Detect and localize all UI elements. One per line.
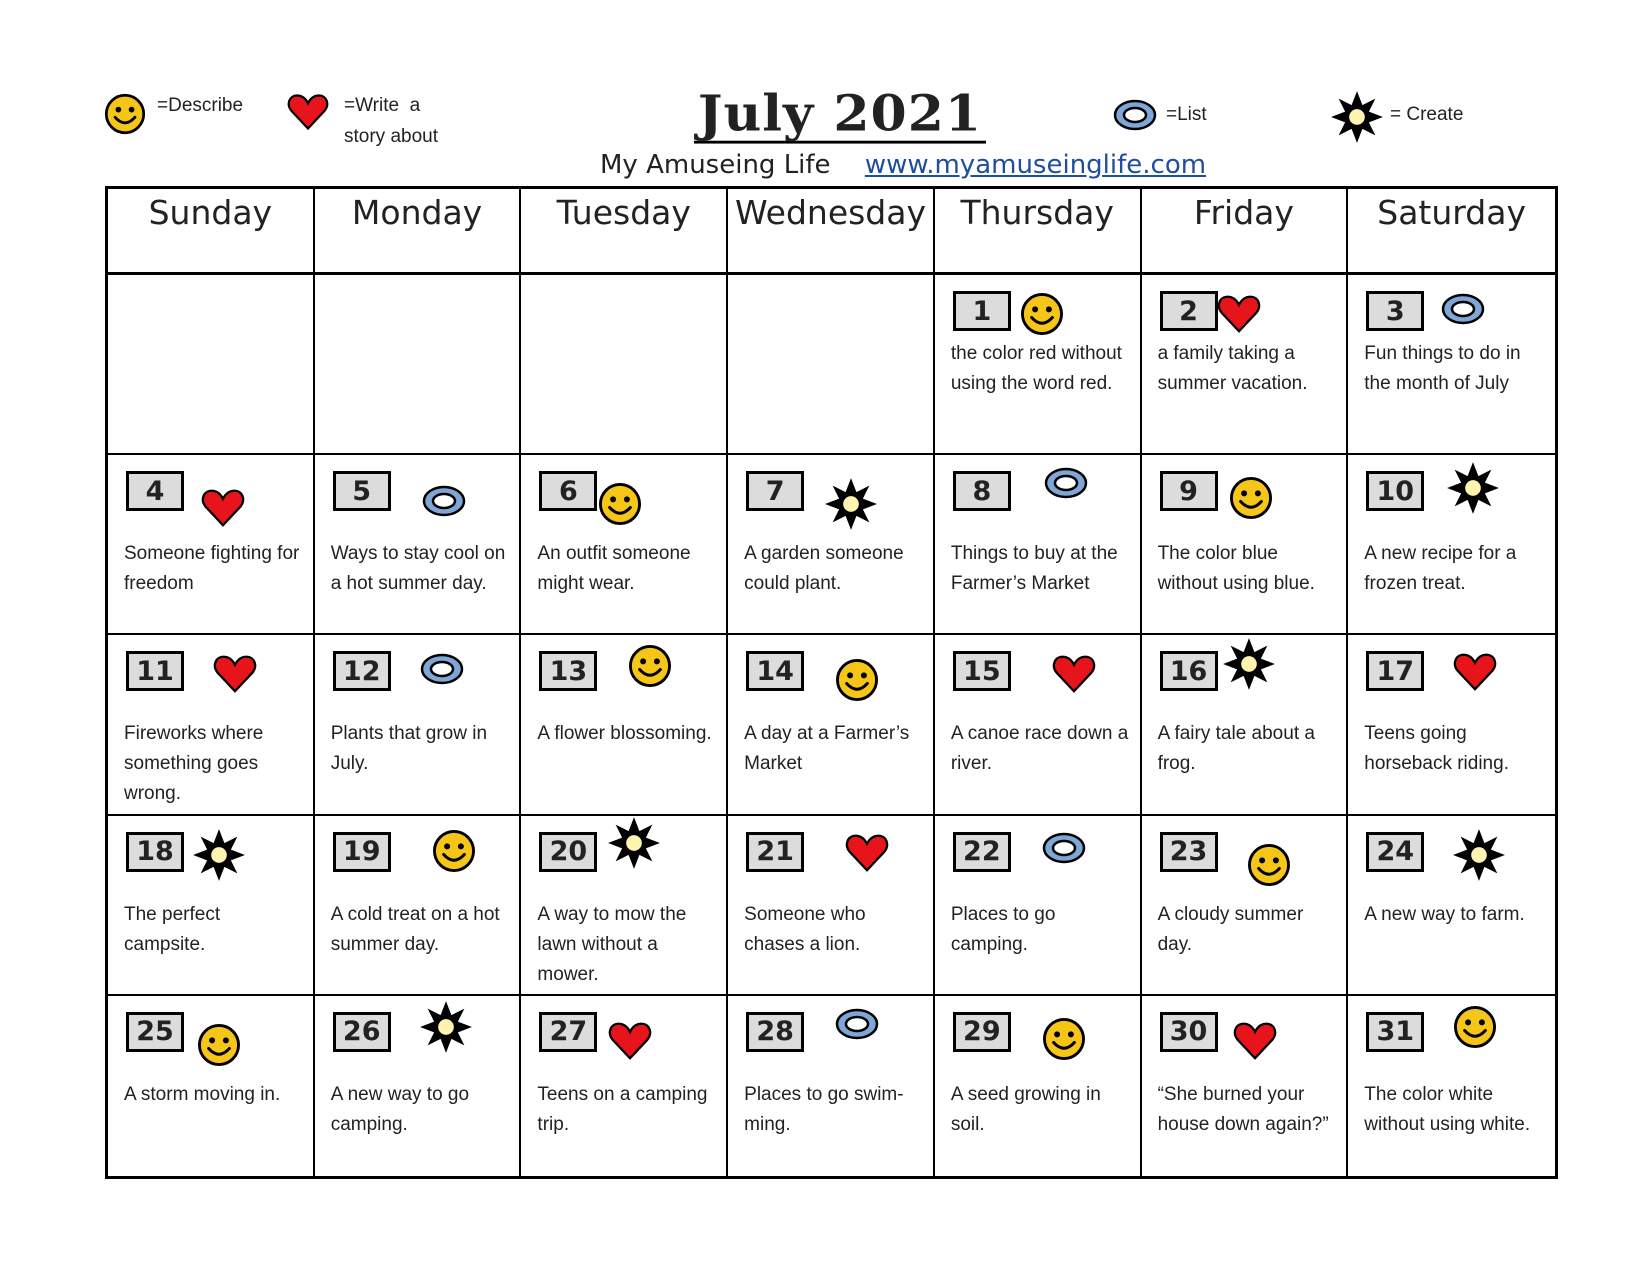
day-cell bbox=[728, 816, 935, 996]
legend-write bbox=[284, 90, 438, 152]
sun-icon bbox=[419, 1000, 473, 1054]
writing-prompt: A flower blossoming. bbox=[537, 723, 712, 745]
sun-icon bbox=[192, 828, 246, 882]
ring-icon bbox=[1041, 830, 1087, 866]
writing-prompt: The color white without using white. bbox=[1364, 1083, 1531, 1135]
day-number: 19 bbox=[333, 832, 391, 872]
writing-prompt: Places to go swim-ming. bbox=[744, 1083, 904, 1135]
weekday-header-saturday bbox=[1348, 189, 1555, 275]
writing-prompt: the color red without using the word red. bbox=[950, 343, 1122, 394]
ring-icon bbox=[1112, 98, 1158, 132]
smiley-icon bbox=[1246, 842, 1292, 888]
day-cell bbox=[1348, 996, 1555, 1176]
heart-icon bbox=[212, 651, 258, 697]
day-number: 20 bbox=[539, 832, 597, 872]
ring-icon bbox=[421, 483, 467, 519]
smiley-icon bbox=[103, 92, 147, 136]
writing-prompt: A garden someone could plant. bbox=[744, 543, 904, 595]
day-number: 15 bbox=[953, 651, 1011, 691]
writing-prompt: Plants that grow in July. bbox=[330, 723, 488, 775]
smiley-icon bbox=[627, 643, 673, 689]
heart-icon bbox=[1051, 651, 1097, 697]
website-link[interactable]: www.myamuseinglife.com bbox=[864, 150, 1207, 180]
empty-day-cell bbox=[728, 275, 935, 455]
heart-icon bbox=[844, 830, 890, 876]
day-cell bbox=[728, 455, 935, 635]
day-cell bbox=[108, 455, 315, 635]
page-title: July 2021 bbox=[694, 89, 986, 143]
weekday-header-friday bbox=[1142, 189, 1349, 275]
day-number: 1 bbox=[953, 291, 1011, 331]
day-cell bbox=[935, 996, 1142, 1176]
writing-prompt: A storm moving in. bbox=[124, 1083, 281, 1105]
day-cell bbox=[1348, 635, 1555, 815]
title-wrap bbox=[600, 84, 1080, 145]
day-cell bbox=[521, 455, 728, 635]
ring-icon bbox=[1440, 291, 1486, 327]
day-number: 6 bbox=[539, 471, 597, 511]
writing-prompt: Ways to stay cool on a hot summer day. bbox=[330, 543, 506, 595]
day-number: 21 bbox=[746, 832, 804, 872]
day-number: 26 bbox=[333, 1012, 391, 1052]
subtitle bbox=[600, 150, 1206, 180]
sun-icon bbox=[607, 816, 661, 870]
writing-prompt: Someone fighting for freedom bbox=[124, 543, 300, 595]
day-cell bbox=[728, 635, 935, 815]
smiley-icon bbox=[1019, 291, 1065, 337]
day-cell bbox=[1142, 816, 1349, 996]
empty-day-cell bbox=[108, 275, 315, 455]
legend-describe bbox=[103, 92, 243, 136]
weekday-header-sunday bbox=[108, 189, 315, 275]
day-number: 8 bbox=[953, 471, 1011, 511]
day-number: 23 bbox=[1160, 832, 1218, 872]
site-name: My Amuseing Life bbox=[600, 150, 831, 180]
smiley-icon bbox=[196, 1022, 242, 1068]
writing-prompt: The color blue without using blue. bbox=[1157, 543, 1315, 595]
writing-prompt: A new recipe for a frozen treat. bbox=[1364, 543, 1517, 595]
writing-prompt: A canoe race down a river. bbox=[950, 723, 1129, 775]
day-cell bbox=[1348, 455, 1555, 635]
day-number: 31 bbox=[1366, 1012, 1424, 1052]
weekday-label: Monday bbox=[351, 193, 483, 232]
writing-prompt: A way to mow the lawn without a mower. bbox=[537, 903, 687, 985]
writing-prompt: An outfit someone might wear. bbox=[537, 543, 691, 595]
heart-icon bbox=[607, 1018, 653, 1064]
weekday-header-monday bbox=[315, 189, 522, 275]
empty-day-cell bbox=[315, 275, 522, 455]
legend-write-label: =Write a bbox=[344, 95, 421, 116]
smiley-icon bbox=[597, 481, 643, 527]
day-number: 4 bbox=[126, 471, 184, 511]
sun-icon bbox=[1222, 637, 1276, 691]
heart-icon bbox=[200, 485, 246, 531]
day-cell bbox=[728, 996, 935, 1176]
sun-icon bbox=[1446, 461, 1500, 515]
heart-icon bbox=[1452, 649, 1498, 695]
writing-prompt: Things to buy at the Farmer’s Market bbox=[950, 543, 1118, 595]
day-number: 13 bbox=[539, 651, 597, 691]
smiley-icon bbox=[1041, 1016, 1087, 1062]
smiley-icon bbox=[1228, 475, 1274, 521]
legend-create-label: = Create bbox=[1390, 104, 1464, 125]
writing-prompt: Fireworks where something goes wrong. bbox=[124, 723, 264, 805]
ring-icon bbox=[1043, 465, 1089, 501]
writing-prompt: A new way to go camping. bbox=[330, 1083, 470, 1135]
day-number: 27 bbox=[539, 1012, 597, 1052]
writing-prompt: Places to go camping. bbox=[950, 903, 1056, 955]
day-number: 11 bbox=[126, 651, 184, 691]
ring-icon bbox=[834, 1006, 880, 1042]
day-number: 3 bbox=[1366, 291, 1424, 331]
day-number: 2 bbox=[1160, 291, 1218, 331]
day-cell bbox=[521, 996, 728, 1176]
day-number: 22 bbox=[953, 832, 1011, 872]
day-number: 5 bbox=[333, 471, 391, 511]
writing-prompt: Someone who chases a lion. bbox=[744, 903, 866, 955]
day-cell bbox=[1142, 635, 1349, 815]
day-cell bbox=[108, 996, 315, 1176]
day-cell bbox=[108, 635, 315, 815]
weekday-label: Wednesday bbox=[734, 193, 927, 232]
weekday-header-thursday bbox=[935, 189, 1142, 275]
day-cell bbox=[935, 816, 1142, 996]
writing-prompt: Teens going horseback riding. bbox=[1364, 723, 1509, 775]
day-number: 7 bbox=[746, 471, 804, 511]
day-cell bbox=[108, 816, 315, 996]
sun-icon bbox=[1330, 90, 1384, 144]
day-cell bbox=[315, 816, 522, 996]
weekday-label: Tuesday bbox=[556, 193, 691, 232]
heart-icon bbox=[284, 90, 332, 134]
writing-prompt: a family taking a summer vacation. bbox=[1157, 343, 1308, 394]
weekday-label: Thursday bbox=[960, 193, 1114, 232]
legend-list-label: =List bbox=[1166, 104, 1207, 125]
writing-prompt: A new way to farm. bbox=[1364, 903, 1525, 925]
writing-prompt: The perfect campsite. bbox=[124, 903, 221, 955]
writing-prompt: A cloudy summer day. bbox=[1157, 903, 1304, 955]
day-cell bbox=[521, 816, 728, 996]
smiley-icon bbox=[431, 828, 477, 874]
day-number: 14 bbox=[746, 651, 804, 691]
writing-prompt: A cold treat on a hot summer day. bbox=[330, 903, 500, 955]
day-cell bbox=[1348, 816, 1555, 996]
sun-icon bbox=[824, 477, 878, 531]
writing-prompt: A fairy tale about a frog. bbox=[1157, 723, 1315, 775]
day-cell bbox=[315, 635, 522, 815]
day-number: 25 bbox=[126, 1012, 184, 1052]
writing-prompt: “She burned your house down again?” bbox=[1157, 1083, 1329, 1135]
day-cell bbox=[521, 635, 728, 815]
day-cell bbox=[315, 996, 522, 1176]
writing-prompt: Teens on a camping trip. bbox=[537, 1083, 708, 1135]
writing-prompt: A day at a Farmer’s Market bbox=[744, 723, 910, 775]
heart-icon bbox=[1216, 291, 1262, 337]
weekday-header-wednesday bbox=[728, 189, 935, 275]
day-cell bbox=[935, 455, 1142, 635]
weekday-header-tuesday bbox=[521, 189, 728, 275]
day-number: 9 bbox=[1160, 471, 1218, 511]
legend-list bbox=[1112, 98, 1207, 132]
day-cell bbox=[1142, 275, 1349, 455]
calendar-grid bbox=[108, 189, 1555, 1176]
legend-write-label-2: story about bbox=[344, 126, 438, 147]
day-cell bbox=[935, 635, 1142, 815]
day-cell bbox=[315, 455, 522, 635]
weekday-label: Friday bbox=[1193, 193, 1294, 232]
legend-create bbox=[1330, 90, 1463, 144]
day-number: 30 bbox=[1160, 1012, 1218, 1052]
writing-prompt: A seed growing in soil. bbox=[950, 1083, 1101, 1135]
day-cell bbox=[935, 275, 1142, 455]
weekday-label: Saturday bbox=[1377, 193, 1526, 232]
legend-describe-label: =Describe bbox=[157, 95, 244, 116]
day-number: 10 bbox=[1366, 471, 1424, 511]
smiley-icon bbox=[1452, 1004, 1498, 1050]
heart-icon bbox=[1232, 1018, 1278, 1064]
ring-icon bbox=[419, 651, 465, 687]
empty-day-cell bbox=[521, 275, 728, 455]
day-cell bbox=[1348, 275, 1555, 455]
day-number: 17 bbox=[1366, 651, 1424, 691]
day-number: 16 bbox=[1160, 651, 1218, 691]
day-number: 24 bbox=[1366, 832, 1424, 872]
writing-prompt: Fun things to do in the month of July bbox=[1364, 343, 1521, 394]
smiley-icon bbox=[834, 657, 880, 703]
day-cell bbox=[1142, 455, 1349, 635]
calendar bbox=[105, 186, 1558, 1179]
day-cell bbox=[1142, 996, 1349, 1176]
day-number: 18 bbox=[126, 832, 184, 872]
legend-write-text bbox=[344, 90, 438, 152]
day-number: 29 bbox=[953, 1012, 1011, 1052]
day-number: 12 bbox=[333, 651, 391, 691]
sun-icon bbox=[1452, 828, 1506, 882]
weekday-label: Sunday bbox=[148, 193, 273, 232]
day-number: 28 bbox=[746, 1012, 804, 1052]
